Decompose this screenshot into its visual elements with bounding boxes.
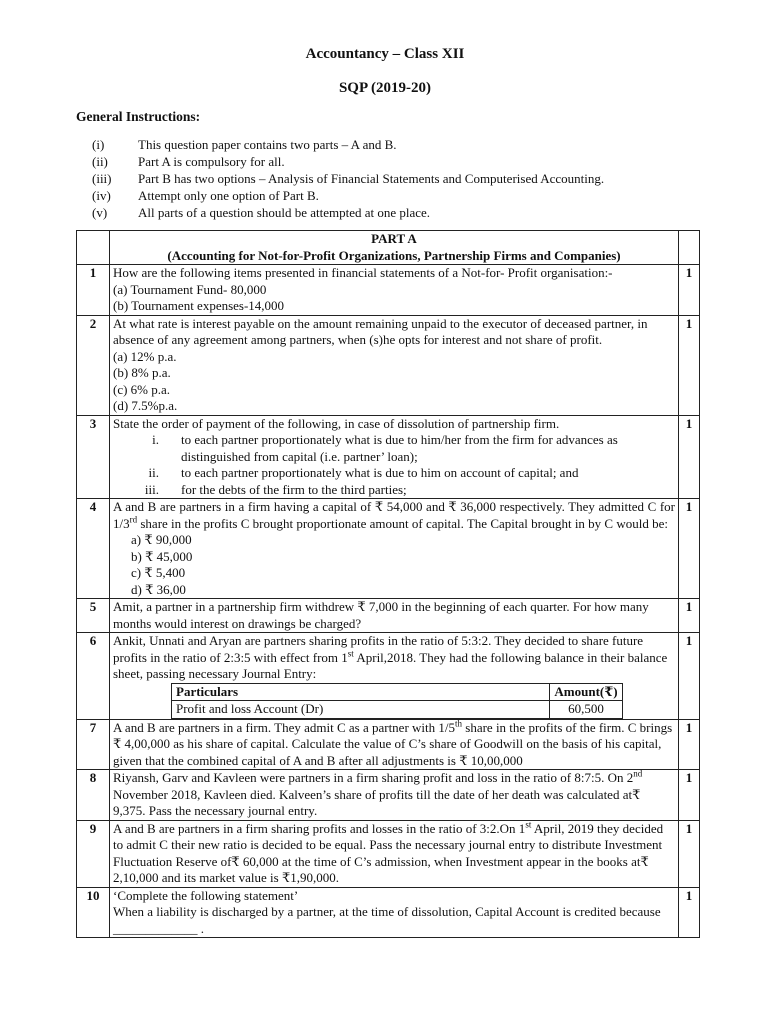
instruction-text: All parts of a question should be attempted at one place. [138,205,431,220]
table-row [172,701,623,719]
table-cell-amount: 60,500 [550,701,623,719]
list-item-text: to each partner proportionately what is due to him on account of capital; and [181,465,579,480]
instruction-item [92,137,732,154]
instruction-item [92,188,732,205]
balance-table [171,683,623,719]
question-option: (b) 8% p.a. [113,365,171,380]
question-option: b) ₹ 45,000 [131,548,193,564]
question-text: A and B are partners in a firm having a capital of ₹ 54,000 and ₹ 36,000 respectively. They admitted C for 1/3rd share in the profits C brought proportionate amount of capital. The Capital brought in by C would be: [113,499,675,531]
list-item-number: ii. [148,465,159,480]
question-body [110,820,679,887]
question-body [110,599,679,633]
question-marks: 1 [679,770,700,821]
question-text: Amit, a partner in a partnership firm withdrew ₹ 7,000 in the beginning of each quarter. For how many months would interest on drawings be charged? [113,599,649,631]
question-text: When a liability is discharged by a partner, at the time of dissolution, Capital Account is credited because _____________ . [113,904,661,936]
question-number: 1 [77,265,110,316]
list-item-text: to each partner proportionately what is due to him/her from the firm for advances as distinguished from capital (i.e. partner’ loan); [181,432,618,464]
instruction-number: (i) [92,137,105,152]
question-number: 7 [77,719,110,770]
question-row-4 [77,499,700,599]
question-marks: 1 [679,599,700,633]
part-header-row [77,231,700,265]
question-marks: 1 [679,633,700,720]
question-text: Riyansh, Garv and Kavleen were partners in a firm sharing profit and loss in the ratio of 8:7:5. On 2nd November 2018, Kavleen died. Kalveen’s share of profits till the date of her death was calculated at₹ 9,375. Pass the necessary journal entry. [113,768,643,818]
list-item [113,465,675,482]
question-option: a) ₹ 90,000 [131,532,192,547]
question-row-7 [77,719,700,770]
question-number: 2 [77,315,110,415]
question-text: A and B are partners in a firm sharing profits and losses in the ratio of 3:2.On 1st April, 2019 they decided to admit C their new ratio is decided to be equal. Pass the necessary journal entry to distribute Investment Fluctuation Reserve of₹ 60,000 at the time of C’s admission, when Investment appear in the books at₹ 2,10,000 and its market value is ₹1,90,000. [113,819,664,885]
question-number: 10 [77,887,110,938]
question-row-8 [77,770,700,821]
question-body [110,265,679,316]
question-number: 8 [77,770,110,821]
question-number: 3 [77,415,110,499]
column-header-particulars: Particulars [172,683,550,701]
question-option: (a) Tournament Fund- 80,000 [113,281,267,297]
question-option: d) ₹ 36,00 [131,581,186,597]
question-marks: 1 [679,415,700,499]
document-title: Accountancy – Class XII [305,46,465,62]
part-subtitle: (Accounting for Not-for-Profit Organizations, Partnership Firms and Companies) [167,247,621,263]
question-body [110,770,679,821]
balance-table-header [172,683,623,701]
question-marks: 1 [679,887,700,938]
instruction-number: (ii) [92,154,108,169]
instruction-item [92,171,732,188]
question-number: 6 [77,633,110,720]
question-text: ‘Complete the following statement’ [113,887,299,903]
question-option: (b) Tournament expenses-14,000 [113,298,285,313]
question-row-10 [77,887,700,938]
question-row-5 [77,599,700,633]
question-option: (c) 6% p.a. [113,381,171,397]
question-option: (d) 7.5%p.a. [113,398,178,413]
question-marks: 1 [679,499,700,599]
list-item-number: i. [152,432,159,447]
list-item-text: for the debts of the firm to the third parties; [181,481,407,497]
question-marks: 1 [679,719,700,770]
question-row-3 [77,415,700,499]
list-item-number: iii. [144,481,159,497]
question-marks: 1 [679,820,700,887]
question-body [110,415,679,499]
question-body [110,315,679,415]
instruction-text: Part B has two options – Analysis of Financial Statements and Computerised Accounting. [138,171,605,186]
question-text: State the order of payment of the following, in case of dissolution of partnership firm. [113,415,560,431]
document-subtitle: SQP (2019-20) [338,80,432,96]
instruction-item [92,154,732,171]
instruction-text: Attempt only one option of Part B. [138,188,319,203]
question-row-2 [77,315,700,415]
question-number: 4 [77,499,110,599]
instruction-text: This question paper contains two parts – A and B. [138,137,397,152]
question-option: c) ₹ 5,400 [131,565,186,580]
part-title: PART A [371,231,417,246]
question-text: Ankit, Unnati and Aryan are partners sharing profits in the ratio of 5:3:2. They decided to share future profits in the ratio of 2:3:5 with effect from 1st April,2018. They had the following balance in their balance sheet, passing necessary Journal Entry: [113,633,668,681]
instruction-number: (iii) [92,171,112,186]
list-item [113,482,675,499]
question-text: A and B are partners in a firm. They admit C as a partner with 1/5th share in the profits of the firm. C brings ₹ 4,00,000 as his share of capital. Calculate the value of C’s share of Goodwill on the basis of his capital, given that the combined capital of A and B after all adjustments is ₹ 10,00,000 [113,718,673,768]
question-option: (a) 12% p.a. [113,348,177,364]
instruction-item [92,205,732,222]
general-instructions-list [92,137,732,222]
question-number: 9 [77,820,110,887]
question-marks: 1 [679,265,700,316]
question-body [110,499,679,599]
question-text: How are the following items presented in financial statements of a Not-for- Profit organisation:- [113,265,613,280]
question-body [110,719,679,770]
question-row-1 [77,265,700,316]
instruction-number: (iv) [92,188,111,203]
question-body [110,887,679,938]
question-row-9 [77,820,700,887]
instruction-text: Part A is compulsory for all. [138,154,285,169]
table-cell-particulars: Profit and loss Account (Dr) [172,701,550,719]
question-table [76,230,700,938]
question-text: At what rate is interest payable on the amount remaining unpaid to the executor of deceased partner, in absence of any agreement among partners, when (s)he opts for interest and not share of profit. [113,315,648,347]
question-row-6 [77,633,700,720]
question-number: 5 [77,599,110,633]
list-item [113,432,675,465]
instruction-number: (v) [92,205,108,220]
question-body [110,633,679,720]
question-marks: 1 [679,315,700,415]
column-header-amount: Amount(₹) [550,683,623,701]
general-instructions-heading: General Instructions: [76,109,201,124]
